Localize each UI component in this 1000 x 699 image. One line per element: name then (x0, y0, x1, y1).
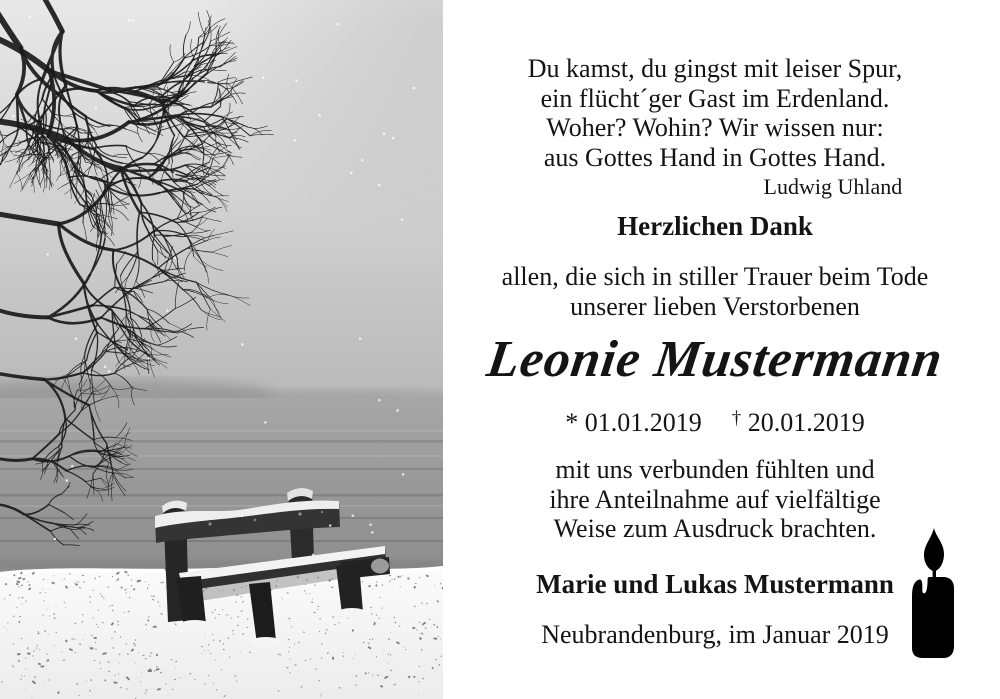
intro-line: unserer lieben Verstorbenen (570, 292, 860, 321)
poem-line: Du kamst, du gingst mit leiser Spur, (527, 54, 903, 83)
thanks-heading: Herzlichen Dank (617, 211, 813, 241)
gratitude-line: ihre Anteilnahme auf vielfältige (549, 484, 881, 514)
birth-date: * 01.01.2019 (565, 408, 702, 437)
death-date: † 20.01.2019 (731, 408, 865, 437)
poem-line: ein flücht´ger Gast im Erdenland. (540, 83, 890, 113)
lakeside-photo (0, 0, 443, 699)
memorial-candle-icon (900, 524, 970, 664)
intro-line: allen, die sich in stiller Trauer beim Tode (501, 262, 929, 291)
poem-line: aus Gottes Hand in Gottes Hand. (543, 142, 887, 172)
poem-line: Woher? Wohin? Wir wissen nur: (546, 113, 884, 142)
deceased-name: Leonie Mustermann (483, 331, 947, 388)
poem-attribution: Ludwig Uhland (763, 174, 903, 199)
place-date-line: Neubrandenburg, im Januar 2019 (541, 620, 889, 649)
poem (443, 54, 987, 199)
birth-symbol-icon: * (565, 408, 579, 437)
death-cross-icon: † (731, 408, 742, 429)
mourners-names: Marie und Lukas Mustermann (536, 569, 894, 599)
notice-text (443, 0, 1000, 699)
intro-text (443, 262, 987, 322)
gratitude-line: Weise zum Ausdruck brachten. (553, 514, 877, 543)
gratitude-line: mit uns verbunden fühlten und (555, 455, 875, 484)
sky (0, 0, 443, 420)
life-dates (443, 408, 987, 438)
